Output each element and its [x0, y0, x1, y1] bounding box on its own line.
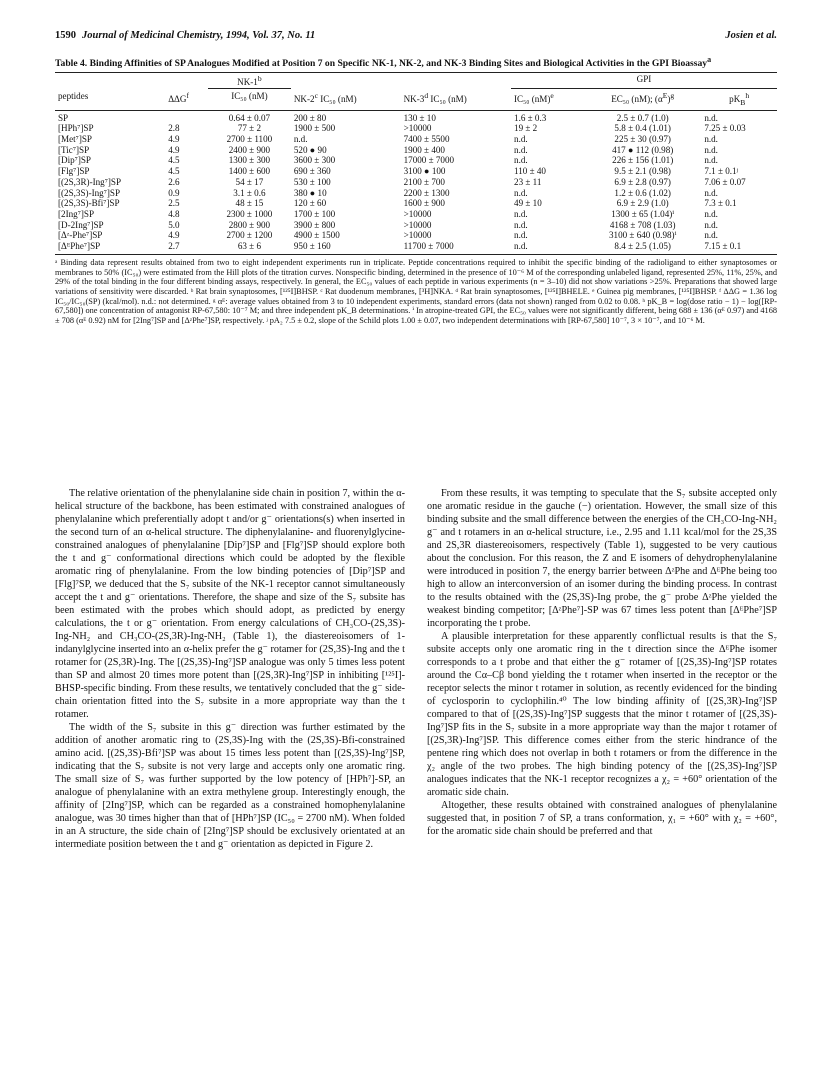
- cell-nk1-ic50: 54 ± 17: [235, 176, 264, 187]
- nk1-group-header: NK-1$^b$: [208, 73, 291, 89]
- table-body: [55, 110, 777, 254]
- cell-ec50: 5.8 ± 0.4 (1.01): [614, 123, 671, 134]
- cell-peptide: SP: [58, 112, 69, 123]
- body-text: [55, 487, 777, 851]
- cell-ddg: 4.8: [168, 209, 180, 219]
- cell-pkb: n.d.: [704, 144, 718, 155]
- col-nk3-ic50: NK-3$^d$ IC₅₀ (nM): [401, 89, 511, 111]
- cell-gpi-ic50: 23 ± 11: [514, 176, 542, 187]
- cell-peptide: [D-2Ing⁷]SP: [58, 219, 104, 230]
- paragraph: A plausible interpretation for these apparently conflictual results is that the S₇ subsite accepts only one aromatic ring in the t direction since the ΔᴱPhe isomer corresponds to a t probe and that either the g⁻ rotamer of [(2S,3S)-Ing⁷]SP rotates around the Cα–Cβ bond yielding the t rotamer when inserted in the receptor or the receptor selects the minor t rotamer in solution, as recently evidenced for the binding of cyclosporin to cyclophilin.⁴⁰ The low binding affinity of [(2S,3R)-Ing⁷]SP compared to that of [(2S,3S)-Ing⁷]SP suggests that the minor t rotamer of [(2S,3S)-Ing⁷]SP fits in the S₇ subsite in a more appropriate way than the major t rotamer of [(2S,3R)-Ing⁷]SP. This difference comes either from the steric hindrance of the pentene ring which does not overlap in both t rotamers or from the difference in the χ₂ angle of the two probes. The high binding potency of the [(2S,3S)-Ing⁷]SP analogues indicates that the NK-1 receptor recognizes a χ₂ = +60° orientation of the aromatic side chain.: [427, 631, 777, 798]
- cell-ddg: 2.8: [168, 123, 180, 134]
- table-row: [55, 198, 777, 209]
- cell-pkb: n.d.: [704, 209, 718, 219]
- cell-peptide: [Δᶻ-Phe⁷]SP: [58, 230, 103, 241]
- cell-pkb: 7.06 ± 0.07: [704, 176, 746, 187]
- cell-pkb: 7.15 ± 0.1: [701, 241, 777, 254]
- cell-peptide: [(2S,3S)-Bfi⁷]SP: [58, 198, 120, 209]
- cell-nk3-ic50: 2200 ± 1300: [403, 187, 450, 198]
- table-row: [55, 209, 777, 220]
- col-ddg: ΔΔG$^f$: [165, 89, 208, 111]
- col-ec50: EC₅₀ (nM); $(\alpha^E)^g$: [584, 89, 701, 111]
- table-row: [55, 241, 777, 254]
- col-peptides: peptides: [55, 89, 165, 111]
- cell-gpi-ic50: 110 ± 40: [514, 166, 546, 177]
- cell-ec50: 1300 ± 65 (1.04)ⁱ: [611, 209, 675, 219]
- cell-ec50: 225 ± 30 (0.97): [614, 134, 671, 145]
- cell-nk3-ic50: >10000: [403, 219, 432, 230]
- table-row: [55, 110, 777, 123]
- cell-ec50: 9.5 ± 2.1 (0.98): [614, 166, 671, 177]
- cell-nk1-ic50: 2400 ± 900: [228, 144, 271, 155]
- table-caption: [55, 54, 777, 69]
- cell-nk3-ic50: 7400 ± 5500: [403, 134, 450, 145]
- paragraph: The width of the S₇ subsite in this g⁻ direction was further estimated by the addition of another aromatic ring to (2S,3S)-Ing with the (2S,3S)-Bfi-constrained amino acid. [(2S,3S)-Bfi⁷]SP was about 15 times less potent than [(2S,3S)-Ing⁷]SP, indicating that the S₇ subsite is not very large and accepts only one aromatic ring. The small size of S₇ was further supported by the low potency of [HPh⁷]-SP, an analogue of phenylalanine with an extra methylene group. Interestingly enough, the affinity of [2Ing⁷]SP, which can be regarded as a constrained homophenylalanine analogue, was 30 times higher than that of [HPh⁷]SP (IC₅₀ = 2700 nM). When folded in an A structure, the side chain of [2Ing⁷]SP should be exclusively orientated at an intermediate position between the t and g⁻ orientation as depicted in Figure 2.: [55, 722, 405, 850]
- cell-ddg: 4.9: [168, 144, 180, 155]
- cell-nk1-ic50: 1300 ± 300: [228, 155, 271, 166]
- cell-ddg: 0.9: [168, 187, 180, 198]
- col-nk1-ic50: IC₅₀ (nM): [208, 89, 291, 111]
- cell-nk2-ic50: 3900 ± 800: [293, 219, 336, 230]
- table-footnotes: ᵃ Binding data represent results obtained from two to eight independent experiments run in triplicate. Peptide concentrations required to inhibit the specific binding of the radioligand to either synaptosomes or membranes to 50% (IC₅₀) were estimated from the Hill plots of the titration curves. Nonspecific binding, determined in the presence of 10⁻⁶ M of the corresponding unlabeled ligand, represented 25%, 11%, 25%, and 29% of the total binding in the four different binding assays, respectively. In general, the EC₅₀ values of each peptide in various experiments (n = 3–10) did not show variations >25%. Preparations that showed large variations of sensitivity were discarded. ᵇ Rat brain synaptosomes, [¹²⁵I]BHSP. ᶜ Rat duodenum membranes, [³H]NKA. ᵈ Rat brain synaptosomes, [¹²⁵I]BHELE. ᵉ Guinea pig membranes, [¹²⁵I]BHSP. ᶠ ΔΔG = 1.36 log IC₅₀/IC₅₀(SP) (kcal/mol). n.d.: not determined. ᵍ αᴱ: average values obtained from 3 to 10 independent experiments, standard errors (data not shown) ranged from 0.02 to 0.08. ʰ pK_B = log(dose ratio − 1) − log([RP-67,580]) one concentration of antagonist RP-67,580: 10⁻⁷ M; and three independent pK_B determinations. ⁱ In atropine-treated GPI, the EC₅₀ values were not significantly different, being 688 ± 136 (αᴱ 0.97) and 4168 ± 708 (αᴱ 0.92) nM for [2Ing⁷]SP and [ΔᶻPhe⁷]SP, respectively. ʲ pA₂ 7.5 ± 0.2, slope of the Schild plots 1.00 ± 0.07, two independent determinations with [RP-67,580] 10⁻⁷, 3 × 10⁻⁷, and 10⁻⁶ M.: [55, 257, 777, 326]
- cell-gpi-ic50: 1.6 ± 0.3: [514, 112, 547, 123]
- page-number: 1590: [55, 30, 76, 41]
- cell-peptide: [(2S,3R)-Ing⁷]SP: [58, 176, 122, 187]
- cell-nk1-ic50: 48 ± 15: [235, 198, 264, 209]
- paragraph: The relative orientation of the phenylalanine side chain in position 7, within the α-helical structure of the backbone, has been estimated with constrained analogues of phenylalanine which preferentially adopt t and/or g⁻ orientations(s) when inserted in the second turn of an α-helical structure. The diphenylalanine- and fluorenylglycine-constrained analogues of phenylalanine [Dip⁷]SP and [Flg⁷]SP should explore both the t and g⁻ conformational directions which could be adopted by the flexible aromatic ring of phenylalanine. From the low binding potencies of [Dip⁷]SP and [Flg]⁷SP, we deduced that the S₇ subsite of the NK-1 receptor cannot simultaneously accept the t and g⁻ orientations. Therefore, the shape and size of the S₇ subsite has been estimated with the probes which should adopt, as predicted by energy calculations, the t or g⁻ orientation. From energy calculations of CH₃CO-(2S,3S)-Ing-NH₂ and CH₃CO-(2S,3R)-Ing-NH₂ (Table 1), the diastereoisomers of 1-indanylglycine inserted into an α-helix prefer the g⁻ rotamer for (2S,3S)-Ing and the t rotamer for (2S,3R)-Ing. The [(2S,3S)-Ing⁷]SP analogue was only 5 times less potent than SP and almost 20 times more potent than [(2S,3R)-Ing⁷]SP in inhibiting [¹²⁵I]-BHSP-specific binding. From these results, we tentatively concluded that the g⁻ side-chain orientation fitted into the S₇ subsite in a more appropriate way than the t rotamer.: [55, 488, 405, 720]
- cell-ddg: 5.0: [168, 219, 180, 230]
- cell-nk2-ic50: 1700 ± 100: [293, 209, 336, 219]
- cell-ddg: 2.7: [165, 241, 208, 254]
- cell-ec50: 3100 ± 640 (0.98)ⁱ: [608, 230, 677, 241]
- col-gpi-ic50: IC₅₀ (nM)$^e$: [511, 89, 584, 111]
- cell-nk3-ic50: 2100 ± 700: [403, 176, 445, 187]
- cell-ec50: 8.4 ± 2.5 (1.05): [584, 241, 701, 254]
- table-row: [55, 230, 777, 241]
- cell-gpi-ic50: n.d.: [514, 155, 528, 166]
- cell-ddg: [165, 110, 208, 123]
- cell-gpi-ic50: n.d.: [514, 230, 528, 241]
- cell-nk2-ic50: 1900 ± 500: [293, 123, 336, 134]
- cell-nk3-ic50: >10000: [403, 123, 432, 134]
- cell-ddg: 4.5: [168, 155, 180, 166]
- cell-ec50: 4168 ± 708 (1.03): [609, 219, 676, 230]
- cell-gpi-ic50: n.d.: [514, 144, 528, 155]
- cell-gpi-ic50: 19 ± 2: [514, 123, 538, 134]
- cell-pkb: n.d.: [704, 134, 718, 145]
- cell-nk2-ic50: 520 ● 90: [293, 144, 327, 155]
- table-row: [55, 166, 777, 177]
- cell-ddg: 4.9: [168, 134, 180, 145]
- cell-nk2-ic50: 3600 ± 300: [293, 155, 336, 166]
- cell-nk3-ic50: 11700 ± 7000: [401, 241, 511, 254]
- cell-nk3-ic50: 3100 ● 100: [403, 166, 446, 177]
- binding-affinity-table: [55, 72, 777, 254]
- cell-gpi-ic50: n.d.: [514, 134, 528, 145]
- cell-nk2-ic50: 200 ± 80: [293, 112, 327, 123]
- page: [55, 30, 777, 326]
- cell-nk3-ic50: 1900 ± 400: [403, 144, 445, 155]
- table-row: [55, 145, 777, 156]
- cell-gpi-ic50: n.d.: [514, 209, 528, 219]
- left-column: [55, 487, 405, 851]
- cell-pkb: 7.3 ± 0.1: [704, 198, 737, 209]
- cell-nk1-ic50: 63 ± 6: [208, 241, 291, 254]
- journal-citation: Journal of Medicinal Chemistry, 1994, Vol. 37, No. 11: [82, 30, 316, 41]
- paragraph: Altogether, these results obtained with constrained analogues of phenylalanine suggested that, in position 7 of SP, a trans conformation, χ₁ = +60° with χ₂ = +60°, for the aromatic side chain should be preferred and that: [427, 800, 777, 837]
- cell-peptide: [Flg⁷]SP: [58, 166, 90, 177]
- cell-gpi-ic50: n.d.: [514, 219, 528, 230]
- cell-peptide: [Met⁷]SP: [58, 134, 92, 145]
- cell-peptide: [Tic⁷]SP: [58, 144, 90, 155]
- cell-nk2-ic50: 120 ± 60: [293, 198, 327, 209]
- table-label: Table 4.: [55, 58, 88, 70]
- table-row: [55, 177, 777, 188]
- cell-nk1-ic50: 2300 ± 1000: [226, 209, 273, 219]
- cell-ddg: 4.5: [168, 166, 180, 177]
- cell-pkb: n.d.: [704, 155, 718, 166]
- gpi-group-header: GPI: [511, 73, 777, 89]
- col-nk2-ic50: NK-2$^c$ IC₅₀ (nM): [291, 89, 401, 111]
- cell-ec50: 2.5 ± 0.7 (1.0): [616, 112, 669, 123]
- cell-nk3-ic50: >10000: [403, 209, 432, 219]
- cell-nk3-ic50: 130 ± 10: [403, 112, 436, 123]
- cell-peptide: [HPh⁷]SP: [58, 123, 94, 134]
- cell-nk1-ic50: 2700 ± 1200: [226, 230, 273, 241]
- cell-pkb: n.d.: [704, 187, 718, 198]
- cell-ec50: 6.9 ± 2.9 (1.0): [616, 198, 669, 209]
- paragraph: From these results, it was tempting to speculate that the S₇ subsite accepted only one aromatic residue in the gauche (−) orientation. However, the small size of this binding subsite and the small difference between the energies of the CH₃CO-Ing-NH₂ g⁻ and t rotamers in an α-helical structure, i.e., 2.95 and 1.11 kcal/mol for the 2S,3S and 2S,3R diastereoisomers, respectively (Table 1), suggested to be very cautious about the conclusion. For this reason, the Z and E isomers of dehydrophenylalanine were introduced in position 7, the energy barrier between ΔᶻPhe and ΔᴱPhe being too high to allow an interconversion of an isomer during the binding process. In contrast to the results obtained with the (2S,3S)-Ing probe, the g⁻ probe ΔᶻPhe yielded the weakest binding competitor; [ΔᶻPhe⁷]-SP was 67 times less potent than [ΔᴱPhe⁷]SP incorporating the t probe.: [427, 488, 777, 629]
- cell-ec50: 226 ± 156 (1.01): [612, 155, 674, 166]
- cell-ddg: 2.6: [168, 176, 180, 187]
- cell-peptide: [2Ing⁷]SP: [58, 209, 95, 219]
- cell-ec50: 1.2 ± 0.6 (1.02): [614, 187, 671, 198]
- cell-peptide: [Dip⁷]SP: [58, 155, 91, 166]
- table-row: [55, 220, 777, 231]
- cell-gpi-ic50: 49 ± 10: [514, 198, 542, 209]
- cell-nk3-ic50: >10000: [403, 230, 432, 241]
- table-row: [55, 134, 777, 145]
- table-column-headers: [55, 89, 777, 111]
- table-row: [55, 188, 777, 199]
- cell-gpi-ic50: n.d.: [511, 241, 584, 254]
- cell-nk2-ic50: 4900 ± 1500: [293, 230, 340, 241]
- cell-nk1-ic50: 1400 ± 600: [228, 166, 271, 177]
- cell-nk2-ic50: n.d.: [293, 134, 308, 145]
- cell-ec50: 6.9 ± 2.8 (0.97): [614, 176, 671, 187]
- cell-pkb: n.d.: [704, 219, 718, 230]
- cell-nk3-ic50: 1600 ± 900: [403, 198, 445, 209]
- cell-ec50: 417 ● 112 (0.98): [612, 144, 674, 155]
- running-head: [55, 30, 777, 41]
- cell-nk2-ic50: 380 ● 10: [293, 187, 327, 198]
- cell-nk1-ic50: 77 ± 2: [237, 123, 261, 134]
- cell-pkb: n.d.: [704, 230, 718, 241]
- cell-ddg: 4.9: [168, 230, 180, 241]
- cell-pkb: 7.1 ± 0.1ʲ: [704, 166, 738, 177]
- table-title-footnote-mark: a: [707, 55, 712, 64]
- cell-nk2-ic50: 530 ± 100: [293, 176, 331, 187]
- author-running-head: Josien et al.: [725, 30, 777, 41]
- cell-nk2-ic50: 950 ± 160: [291, 241, 401, 254]
- cell-nk1-ic50: 0.64 ± 0.07: [228, 112, 271, 123]
- col-pkb: $pK_B^h$: [701, 89, 777, 111]
- cell-peptide: [(2S,3S)-Ing⁷]SP: [58, 187, 121, 198]
- cell-ddg: 2.5: [168, 198, 180, 209]
- cell-gpi-ic50: n.d.: [514, 187, 528, 198]
- right-column: [427, 487, 777, 851]
- cell-pkb: 7.25 ± 0.03: [704, 123, 746, 134]
- cell-nk2-ic50: 690 ± 360: [293, 166, 331, 177]
- table-title: Binding Affinities of SP Analogues Modified at Position 7 on Specific NK-1, NK-2, and NK-3 Binding Sites and Biological Activities in the GPI Bioassay: [89, 58, 708, 70]
- cell-nk3-ic50: 17000 ± 7000: [403, 155, 455, 166]
- cell-nk1-ic50: 2800 ± 900: [228, 219, 271, 230]
- cell-pkb: n.d.: [704, 112, 718, 123]
- cell-peptide: [ΔᴱPhe⁷]SP: [55, 241, 165, 254]
- cell-nk1-ic50: 3.1 ± 0.6: [233, 187, 266, 198]
- table-row: [55, 155, 777, 166]
- table-row: [55, 123, 777, 134]
- cell-nk1-ic50: 2700 ± 1100: [226, 134, 273, 145]
- table-group-header: [55, 73, 777, 89]
